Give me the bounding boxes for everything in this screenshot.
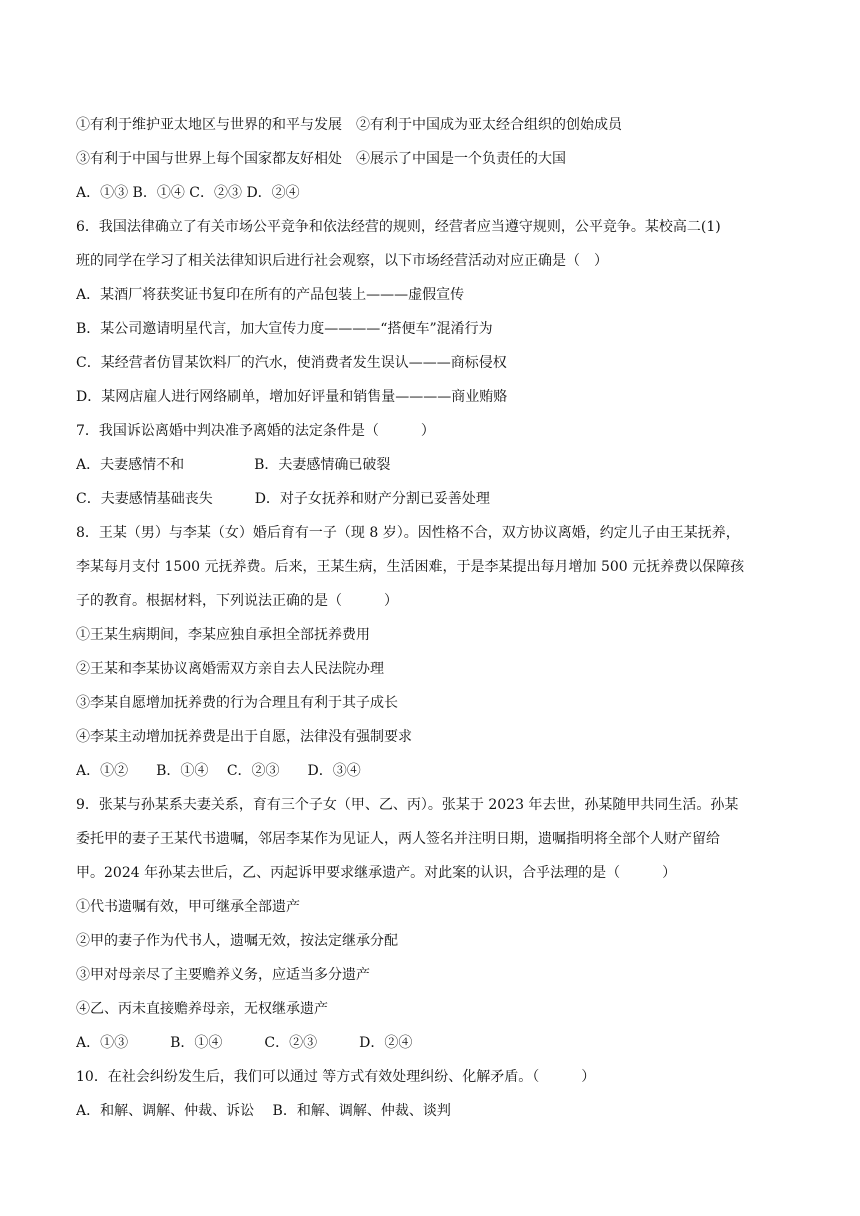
q8-statement-1: ①王某生病期间，李某应独自承担全部抚养费用: [76, 627, 370, 643]
exam-page: [76, 108, 796, 1128]
q9-statement-1: ①代书遗嘱有效，甲可继承全部遗产: [76, 899, 300, 915]
q8-stem-line-3: 子的教育。根据材料，下列说法正确的是（ ）: [76, 593, 398, 609]
q9-stem-line-3: 甲。2024 年孙某去世后，乙、丙起诉甲要求继承遗产。对此案的认识，合乎法理的是（ ）: [76, 865, 677, 881]
q5-answer-choices: A．①③ B．①④ C．②③ D．②④: [76, 185, 300, 201]
q8-statement-2: ②王某和李某协议离婚需双方亲自去人民法院办理: [76, 661, 384, 677]
q7-stem: 7．我国诉讼离婚中判决准予离婚的法定条件是（ ）: [76, 423, 435, 439]
q5-option-line-1: ①有利于维护亚太地区与世界的和平与发展 ②有利于中国成为亚太经合组织的创始成员: [76, 117, 622, 133]
q8-stem-line-1: 8．王某（男）与李某（女）婚后育有一子（现 8 岁）。因性格不合，双方协议离婚，约定儿子由王某抚养，: [76, 525, 740, 541]
q8-statement-3: ③李某自愿增加抚养费的行为合理且有利于其子成长: [76, 695, 398, 711]
q6-choice-d: D．某网店雇人进行网络刷单，增加好评量和销售量————商业贿赂: [76, 389, 508, 405]
q9-statement-2: ②甲的妻子作为代书人，遗嘱无效，按法定继承分配: [76, 933, 398, 949]
q8-stem-line-2: 李某每月支付 1500 元抚养费。后来，王某生病，生活困难，于是李某提出每月增加 500 元抚养费以保障孩: [76, 559, 745, 575]
q10-choices-ab: A．和解、调解、仲裁、诉讼 B．和解、调解、仲裁、谈判: [76, 1103, 451, 1119]
q7-choices-cd: C．夫妻感情基础丧失 D．对子女抚养和财产分割已妥善处理: [76, 491, 490, 507]
q6-stem-line-1: 6．我国法律确立了有关市场公平竞争和依法经营的规则，经营者应当遵守规则，公平竞争。某校高二(1): [76, 219, 721, 235]
q6-stem-line-2: 班的同学在学习了相关法律知识后进行社会观察，以下市场经营活动对应正确是（ ）: [76, 253, 608, 269]
q9-stem-line-2: 委托甲的妻子王某代书遗嘱，邻居李某作为见证人，两人签名并注明日期，遗嘱指明将全部个人财产留给: [76, 831, 720, 847]
q8-answer-choices: A．①② B．①④ C．②③ D．③④: [76, 763, 361, 779]
q9-stem-line-1: 9．张某与孙某系夫妻关系，育有三个子女（甲、乙、丙）。张某于 2023 年去世，孙某随甲共同生活。孙某: [76, 797, 739, 813]
q9-statement-3: ③甲对母亲尽了主要赡养义务，应适当多分遗产: [76, 967, 370, 983]
q6-choice-a: A．某酒厂将获奖证书复印在所有的产品包装上———虚假宣传: [76, 287, 465, 303]
q8-statement-4: ④李某主动增加抚养费是出于自愿，法律没有强制要求: [76, 729, 412, 745]
q9-statement-4: ④乙、丙未直接赡养母亲，无权继承遗产: [76, 1001, 328, 1017]
q9-answer-choices: A．①③ B．①④ C．②③ D．②④: [76, 1035, 413, 1051]
q6-choice-c: C．某经营者仿冒某饮料厂的汽水，使消费者发生误认———商标侵权: [76, 355, 507, 371]
q10-stem: 10．在社会纠纷发生后，我们可以通过 等方式有效处理纠纷、化解矛盾。（ ）: [76, 1069, 596, 1085]
q7-choices-ab: A．夫妻感情不和 B．夫妻感情确已破裂: [76, 457, 391, 473]
q5-option-line-2: ③有利于中国与世界上每个国家都友好相处 ④展示了中国是一个负责任的大国: [76, 151, 566, 167]
q6-choice-b: B．某公司邀请明星代言，加大宣传力度————“搭便车”混淆行为: [76, 321, 493, 337]
